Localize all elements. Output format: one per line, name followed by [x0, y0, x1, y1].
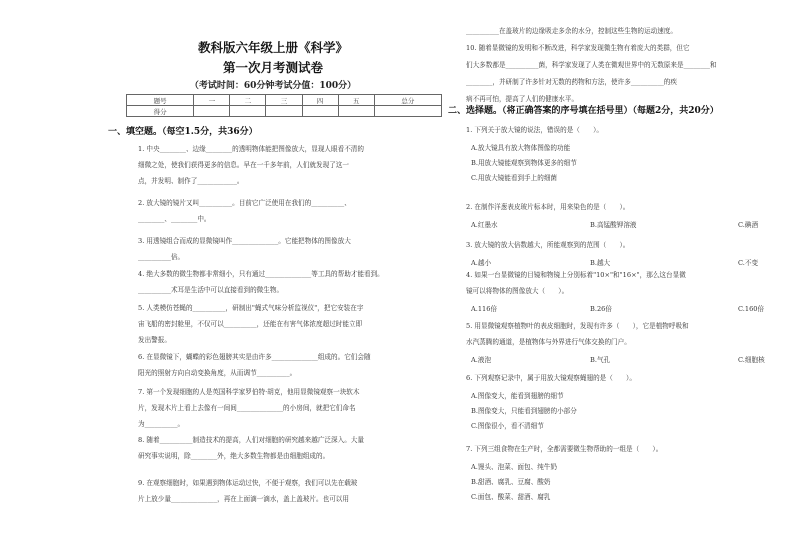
fill-question-line: 片上放少量______________，再在上面滴一滴水，盖上盖玻片。也可以用 [138, 495, 349, 503]
score-header-cell: 一 [194, 95, 230, 106]
fill-question-line: 7. 第一个发现细胞的人是英国科学家罗伯特·胡克，他用显微镜观察一块软木 [138, 388, 360, 396]
score-header-cell: 四 [302, 95, 338, 106]
fill-question-line: 8. 随着__________制造技术的提高，人们对细胞的研究越来越广泛深入。大量 [138, 436, 364, 444]
choice-option[interactable]: B.用放大镜能观察到物体更多的细节 [471, 159, 577, 167]
fill-question-line: 宙飞船的密封舱里，不仅可以__________，还能在有害气体浓度超过时能立即 [138, 320, 363, 328]
score-cell[interactable] [302, 106, 338, 117]
choice-option[interactable]: B.甜酒、腐乳、豆腐、酸奶 [471, 478, 551, 486]
choice-option[interactable]: B.气孔 [590, 356, 611, 364]
fill-question-line: 10. 随着显微镜的发明和不断改进，科学家发现微生物有着庞大的类群，但它 [466, 44, 690, 52]
fill-question-line: __________术耳是生活中可以直接看到的微生物。 [138, 286, 284, 294]
choice-option[interactable]: A.红墨水 [471, 221, 498, 229]
choice-option[interactable]: C.160倍 [738, 305, 765, 313]
choice-option[interactable]: A.116倍 [471, 305, 498, 313]
exam-title: 教科版六年级上册《科学》 [197, 40, 348, 55]
fill-question-line: 点，并发明、制作了____________。 [138, 177, 244, 185]
choice-option[interactable]: A.馒头、泡菜、面包、纯牛奶 [471, 463, 557, 471]
choice-option[interactable]: C.细胞核 [738, 356, 765, 364]
score-row [127, 106, 442, 117]
fill-question-line: 们大多数都是__________菌，科学家发现了人类在微观世界中的无数原来是________和 [466, 61, 717, 69]
score-cell[interactable] [266, 106, 302, 117]
fill-question-line: __________倍。 [138, 253, 185, 261]
choice-option[interactable]: A.液泡 [471, 356, 492, 364]
choice-question-stem: 2. 在制作洋葱表皮玻片标本时，用来染色的是（ ）。 [466, 203, 630, 211]
score-row-label: 得分 [127, 106, 194, 117]
fill-question-line: ________、________中。 [138, 215, 211, 223]
fill-question-line: __________在盖玻片的边缘吸走多余的水分，控制这些生物的运动速度。 [466, 27, 677, 35]
score-header-row [127, 95, 442, 106]
choice-question-stem: 3. 放大镜的放大倍数越大，所能观察到的范围（ ）。 [466, 241, 630, 249]
fill-question-line: 研究事实说明，除________外，绝大多数生物都是由细胞组成的。 [138, 452, 330, 460]
section1-heading: 一、填空题。（每空1.5分，共36分） [108, 127, 258, 137]
score-header-cell: 题号 [127, 95, 194, 106]
choice-question-stem: 4. 如果一台显微镜的目镜和物镜上分别标着"10×"和"16×"，那么这台显微 [466, 271, 686, 279]
fill-question-line: 阳光的照射方向自动变换角度，从而调节__________。 [138, 369, 297, 377]
fill-question-line: 6. 在显微镜下，蝴蝶的彩色翅膀其实是由许多______________组成的。它们会随 [138, 353, 371, 361]
fill-question-line: 细微之处，使我们获得更多的信息。早在一千多年前，人们就发现了这一 [138, 161, 349, 169]
fill-question-line: 3. 用透镜组合而成的显微镜叫作______________。它能把物体的图像放大 [138, 237, 351, 245]
fill-question-line: ________，并研制了许多针对无数的药物和方法，使许多__________的疾 [466, 78, 677, 86]
choice-option[interactable]: C.碘酒 [738, 221, 759, 229]
choice-option[interactable]: C.图像很小，看不清细节 [471, 422, 544, 430]
choice-question-stem: 1. 下列关于放大镜的说法，错误的是（ ）。 [466, 126, 603, 134]
fill-question-line: 9. 在观察细胞时，如果遇到物体运动过快，不便于观察，我们可以先在载玻 [138, 479, 358, 487]
fill-question-line: 2. 放大镜的镜片又叫__________。目前它广泛使用在我们的__________、 [138, 199, 351, 207]
score-header-cell: 二 [230, 95, 266, 106]
fill-question-line: 片，发现木片上看上去像有一间间______________的小房间，就把它们命名 [138, 404, 356, 412]
choice-question-stem: 6. 下列观察记录中，属于用放大镜观察蝇翅的是（ ）。 [466, 374, 636, 382]
score-table [126, 94, 442, 117]
exam-subtitle: 第一次月考测试卷 [222, 60, 323, 75]
choice-question-stem: 镜可以将物体的图像放大（ ）。 [466, 287, 569, 295]
choice-option[interactable]: C.不变 [738, 259, 759, 267]
choice-option[interactable]: C.面包、酸菜、甜酒、腐乳 [471, 493, 551, 501]
choice-option[interactable]: C.用放大镜能看到手上的细菌 [471, 174, 558, 182]
exam-info: （考试时间：60分钟考试分值：100分） [189, 81, 357, 91]
fill-question-line: 5. 人类模仿苍蝇的__________，研制出"蝇式气味分析监视仪"，把它安装在宇 [138, 304, 364, 312]
fill-question-line: 发出警报。 [138, 336, 171, 344]
score-cell[interactable] [194, 106, 230, 117]
section2-heading: 二、选择题。（将正确答案的序号填在括号里）（每题2分，共20分） [448, 106, 719, 116]
choice-option[interactable]: B.越大 [590, 259, 611, 267]
score-header-cell: 五 [338, 95, 374, 106]
choice-option[interactable]: B.高锰酸钾溶液 [590, 221, 637, 229]
choice-question-stem: 7. 下列三组食物在生产时，全都需要微生物帮助的一组是（ ）。 [466, 445, 663, 453]
fill-question-line: 病不再可怕，提高了人们的健康水平。 [466, 95, 579, 103]
choice-option[interactable]: A.图像变大，能看到翅膀的细节 [471, 392, 564, 400]
score-cell[interactable] [230, 106, 266, 117]
choice-option[interactable]: B.26倍 [590, 305, 612, 313]
score-header-cell: 总分 [374, 95, 441, 106]
score-cell[interactable] [374, 106, 441, 117]
fill-question-line: 为__________。 [138, 420, 185, 428]
fill-question-line: 4. 绝大多数的微生物都非常细小，只有通过______________等工具的帮助才能看到。 [138, 270, 384, 278]
choice-question-stem: 水汽蒸腾的通道，是植物体与外界进行气体交换的门户。 [466, 338, 631, 346]
fill-question-line: 1. 中央________、边缘________的透明物体能把图像放大，显现人眼看不清的 [138, 145, 364, 153]
choice-option[interactable]: A.放大镜具有放大物体图像的功能 [471, 144, 571, 152]
choice-option[interactable]: B.图像变大，只能看到翅膀的小部分 [471, 407, 577, 415]
choice-option[interactable]: A.越小 [471, 259, 492, 267]
score-cell[interactable] [338, 106, 374, 117]
score-header-cell: 三 [266, 95, 302, 106]
choice-question-stem: 5. 用显微镜观察植物叶的表皮细胞时，发现有许多（ ），它是植物呼吸和 [466, 322, 689, 330]
